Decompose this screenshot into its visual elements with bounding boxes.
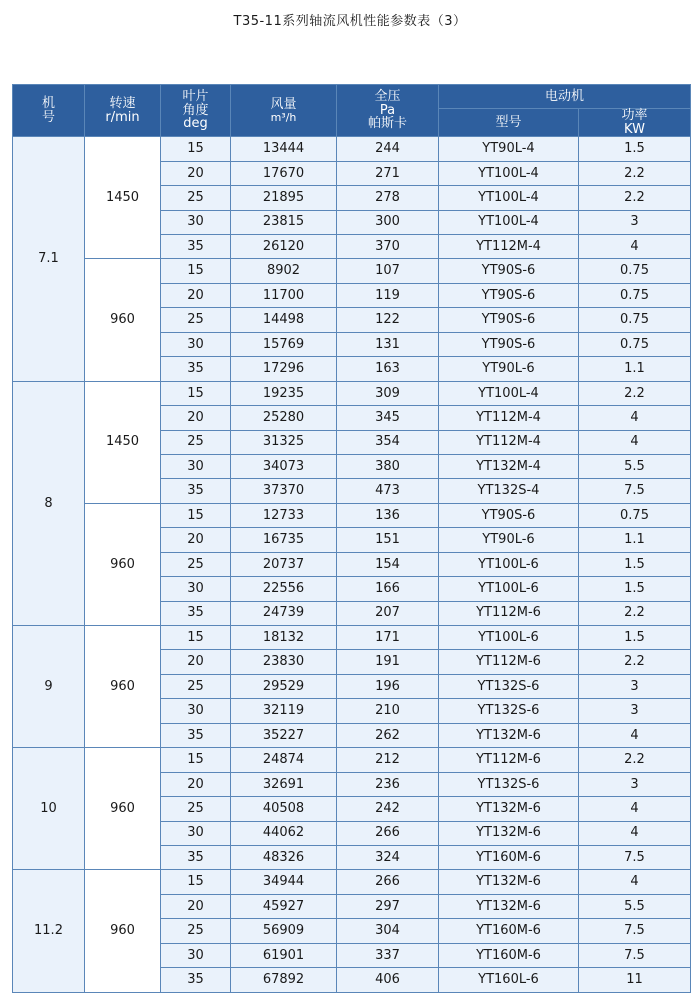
table-row bbox=[13, 381, 691, 405]
airflow-cell: 56909 bbox=[231, 919, 337, 943]
pressure-cell: 337 bbox=[337, 943, 439, 967]
blade-angle-cell: 15 bbox=[161, 626, 231, 650]
machine-no-cell: 8 bbox=[13, 381, 85, 625]
pressure-cell: 191 bbox=[337, 650, 439, 674]
airflow-cell: 67892 bbox=[231, 968, 337, 992]
header-pressure-label: 全压 bbox=[374, 89, 401, 105]
header-blade-angle-unit: deg bbox=[183, 116, 208, 132]
pressure-cell: 151 bbox=[337, 528, 439, 552]
motor-power-cell: 0.75 bbox=[579, 332, 691, 356]
motor-power-cell: 2.2 bbox=[579, 601, 691, 625]
header-airflow-unit: m³/h bbox=[270, 110, 297, 124]
motor-model-cell: YT100L-4 bbox=[439, 186, 579, 210]
motor-model-cell: YT132M-4 bbox=[439, 454, 579, 478]
airflow-cell: 32119 bbox=[231, 699, 337, 723]
airflow-cell: 19235 bbox=[231, 381, 337, 405]
blade-angle-cell: 25 bbox=[161, 919, 231, 943]
motor-model-cell: YT90S-6 bbox=[439, 283, 579, 307]
motor-power-cell: 4 bbox=[579, 235, 691, 259]
blade-angle-cell: 30 bbox=[161, 332, 231, 356]
motor-model-cell: YT132S-4 bbox=[439, 479, 579, 503]
pressure-cell: 309 bbox=[337, 381, 439, 405]
motor-model-cell: YT90L-4 bbox=[439, 137, 579, 161]
pressure-cell: 163 bbox=[337, 357, 439, 381]
table-row bbox=[13, 748, 691, 772]
header-motor: 电动机 bbox=[439, 85, 691, 109]
speed-cell: 1450 bbox=[85, 137, 161, 259]
header-model: 型号 bbox=[439, 109, 579, 137]
blade-angle-cell: 30 bbox=[161, 943, 231, 967]
pressure-cell: 262 bbox=[337, 723, 439, 747]
pressure-cell: 473 bbox=[337, 479, 439, 503]
airflow-cell: 40508 bbox=[231, 797, 337, 821]
speed-cell: 960 bbox=[85, 259, 161, 381]
motor-power-cell: 4 bbox=[579, 821, 691, 845]
pressure-cell: 300 bbox=[337, 210, 439, 234]
airflow-cell: 11700 bbox=[231, 283, 337, 307]
speed-cell: 960 bbox=[85, 503, 161, 625]
header-speed-label: 转速 bbox=[109, 96, 136, 111]
blade-angle-cell: 25 bbox=[161, 186, 231, 210]
airflow-cell: 21895 bbox=[231, 186, 337, 210]
motor-power-cell: 1.1 bbox=[579, 528, 691, 552]
blade-angle-cell: 35 bbox=[161, 968, 231, 992]
blade-angle-cell: 20 bbox=[161, 894, 231, 918]
table-row bbox=[13, 503, 691, 527]
machine-no-cell: 7.1 bbox=[13, 137, 85, 381]
motor-model-cell: YT100L-6 bbox=[439, 577, 579, 601]
blade-angle-cell: 25 bbox=[161, 308, 231, 332]
blade-angle-cell: 35 bbox=[161, 357, 231, 381]
pressure-cell: 406 bbox=[337, 968, 439, 992]
header-blade-angle bbox=[161, 85, 231, 137]
blade-angle-cell: 25 bbox=[161, 430, 231, 454]
airflow-cell: 29529 bbox=[231, 674, 337, 698]
blade-angle-cell: 20 bbox=[161, 161, 231, 185]
table-header bbox=[13, 85, 691, 137]
blade-angle-cell: 30 bbox=[161, 577, 231, 601]
airflow-cell: 16735 bbox=[231, 528, 337, 552]
motor-model-cell: YT90S-6 bbox=[439, 308, 579, 332]
airflow-cell: 37370 bbox=[231, 479, 337, 503]
motor-model-cell: YT90S-6 bbox=[439, 503, 579, 527]
speed-cell: 1450 bbox=[85, 381, 161, 503]
motor-model-cell: YT100L-4 bbox=[439, 161, 579, 185]
speed-cell: 960 bbox=[85, 748, 161, 870]
machine-no-cell: 10 bbox=[13, 748, 85, 870]
blade-angle-cell: 20 bbox=[161, 406, 231, 430]
motor-power-cell: 4 bbox=[579, 870, 691, 894]
pressure-cell: 297 bbox=[337, 894, 439, 918]
motor-power-cell: 0.75 bbox=[579, 503, 691, 527]
blade-angle-cell: 30 bbox=[161, 821, 231, 845]
motor-power-cell: 2.2 bbox=[579, 161, 691, 185]
motor-power-cell: 4 bbox=[579, 723, 691, 747]
blade-angle-cell: 25 bbox=[161, 797, 231, 821]
page-title: T35-11系列轴流风机性能参数表（3） bbox=[233, 14, 467, 29]
motor-model-cell: YT160M-6 bbox=[439, 845, 579, 869]
motor-power-cell: 3 bbox=[579, 210, 691, 234]
pressure-cell: 236 bbox=[337, 772, 439, 796]
airflow-cell: 61901 bbox=[231, 943, 337, 967]
airflow-cell: 18132 bbox=[231, 626, 337, 650]
blade-angle-cell: 20 bbox=[161, 283, 231, 307]
speed-cell: 960 bbox=[85, 626, 161, 748]
table-row bbox=[13, 626, 691, 650]
motor-model-cell: YT160L-6 bbox=[439, 968, 579, 992]
table-row bbox=[13, 870, 691, 894]
airflow-cell: 48326 bbox=[231, 845, 337, 869]
pressure-cell: 244 bbox=[337, 137, 439, 161]
motor-model-cell: YT100L-6 bbox=[439, 626, 579, 650]
airflow-cell: 22556 bbox=[231, 577, 337, 601]
airflow-cell: 31325 bbox=[231, 430, 337, 454]
motor-power-cell: 4 bbox=[579, 430, 691, 454]
header-blade-angle-label: 叶片角度 bbox=[182, 89, 209, 118]
header-machine-no-label: 机号 bbox=[42, 96, 56, 125]
blade-angle-cell: 30 bbox=[161, 210, 231, 234]
pressure-cell: 370 bbox=[337, 235, 439, 259]
blade-angle-cell: 25 bbox=[161, 552, 231, 576]
motor-power-cell: 1.5 bbox=[579, 577, 691, 601]
airflow-cell: 32691 bbox=[231, 772, 337, 796]
motor-power-cell: 1.5 bbox=[579, 626, 691, 650]
motor-power-cell: 11 bbox=[579, 968, 691, 992]
motor-power-cell: 0.75 bbox=[579, 259, 691, 283]
blade-angle-cell: 30 bbox=[161, 454, 231, 478]
airflow-cell: 34944 bbox=[231, 870, 337, 894]
motor-power-cell: 7.5 bbox=[579, 919, 691, 943]
header-pressure-cn: 帕斯卡 bbox=[367, 116, 407, 132]
pressure-cell: 122 bbox=[337, 308, 439, 332]
blade-angle-cell: 15 bbox=[161, 748, 231, 772]
header-airflow bbox=[231, 85, 337, 137]
pressure-cell: 266 bbox=[337, 821, 439, 845]
table-body bbox=[13, 137, 691, 992]
motor-model-cell: YT100L-6 bbox=[439, 552, 579, 576]
airflow-cell: 44062 bbox=[231, 821, 337, 845]
motor-power-cell: 2.2 bbox=[579, 650, 691, 674]
pressure-cell: 107 bbox=[337, 259, 439, 283]
blade-angle-cell: 35 bbox=[161, 723, 231, 747]
airflow-cell: 24739 bbox=[231, 601, 337, 625]
blade-angle-cell: 15 bbox=[161, 381, 231, 405]
airflow-cell: 12733 bbox=[231, 503, 337, 527]
motor-model-cell: YT90S-6 bbox=[439, 332, 579, 356]
motor-model-cell: YT132M-6 bbox=[439, 797, 579, 821]
header-machine-no bbox=[13, 85, 85, 137]
table-row bbox=[13, 259, 691, 283]
airflow-cell: 26120 bbox=[231, 235, 337, 259]
pressure-cell: 207 bbox=[337, 601, 439, 625]
table-row bbox=[13, 137, 691, 161]
pressure-cell: 380 bbox=[337, 454, 439, 478]
header-power-label: 功率 bbox=[621, 108, 648, 123]
pressure-cell: 119 bbox=[337, 283, 439, 307]
motor-model-cell: YT132S-6 bbox=[439, 772, 579, 796]
motor-model-cell: YT90S-6 bbox=[439, 259, 579, 283]
pressure-cell: 136 bbox=[337, 503, 439, 527]
pressure-cell: 210 bbox=[337, 699, 439, 723]
motor-model-cell: YT112M-4 bbox=[439, 235, 579, 259]
motor-power-cell: 2.2 bbox=[579, 186, 691, 210]
motor-power-cell: 7.5 bbox=[579, 943, 691, 967]
motor-power-cell: 1.5 bbox=[579, 552, 691, 576]
pressure-cell: 166 bbox=[337, 577, 439, 601]
blade-angle-cell: 30 bbox=[161, 699, 231, 723]
motor-model-cell: YT112M-4 bbox=[439, 406, 579, 430]
motor-power-cell: 3 bbox=[579, 772, 691, 796]
airflow-cell: 35227 bbox=[231, 723, 337, 747]
header-power bbox=[579, 109, 691, 137]
motor-model-cell: YT160M-6 bbox=[439, 943, 579, 967]
blade-angle-cell: 35 bbox=[161, 601, 231, 625]
header-pressure-unit: Pa bbox=[379, 102, 396, 118]
motor-power-cell: 5.5 bbox=[579, 454, 691, 478]
airflow-cell: 14498 bbox=[231, 308, 337, 332]
blade-angle-cell: 35 bbox=[161, 479, 231, 503]
airflow-cell: 23815 bbox=[231, 210, 337, 234]
header-power-unit: KW bbox=[624, 121, 645, 137]
blade-angle-cell: 15 bbox=[161, 870, 231, 894]
pressure-cell: 154 bbox=[337, 552, 439, 576]
motor-model-cell: YT112M-6 bbox=[439, 601, 579, 625]
blade-angle-cell: 15 bbox=[161, 259, 231, 283]
airflow-cell: 20737 bbox=[231, 552, 337, 576]
machine-no-cell: 9 bbox=[13, 626, 85, 748]
motor-power-cell: 3 bbox=[579, 674, 691, 698]
motor-power-cell: 4 bbox=[579, 406, 691, 430]
header-speed bbox=[85, 85, 161, 137]
airflow-cell: 17296 bbox=[231, 357, 337, 381]
motor-power-cell: 0.75 bbox=[579, 308, 691, 332]
airflow-cell: 23830 bbox=[231, 650, 337, 674]
airflow-cell: 8902 bbox=[231, 259, 337, 283]
motor-power-cell: 0.75 bbox=[579, 283, 691, 307]
motor-model-cell: YT112M-6 bbox=[439, 748, 579, 772]
pressure-cell: 266 bbox=[337, 870, 439, 894]
airflow-cell: 15769 bbox=[231, 332, 337, 356]
pressure-cell: 304 bbox=[337, 919, 439, 943]
motor-power-cell: 1.1 bbox=[579, 357, 691, 381]
pressure-cell: 242 bbox=[337, 797, 439, 821]
airflow-cell: 34073 bbox=[231, 454, 337, 478]
motor-model-cell: YT112M-6 bbox=[439, 650, 579, 674]
pressure-cell: 171 bbox=[337, 626, 439, 650]
pressure-cell: 196 bbox=[337, 674, 439, 698]
motor-power-cell: 1.5 bbox=[579, 137, 691, 161]
airflow-cell: 25280 bbox=[231, 406, 337, 430]
motor-model-cell: YT132M-6 bbox=[439, 870, 579, 894]
blade-angle-cell: 20 bbox=[161, 528, 231, 552]
motor-power-cell: 2.2 bbox=[579, 381, 691, 405]
airflow-cell: 17670 bbox=[231, 161, 337, 185]
speed-cell: 960 bbox=[85, 870, 161, 992]
airflow-cell: 45927 bbox=[231, 894, 337, 918]
motor-model-cell: YT132S-6 bbox=[439, 699, 579, 723]
motor-model-cell: YT112M-4 bbox=[439, 430, 579, 454]
motor-model-cell: YT132M-6 bbox=[439, 821, 579, 845]
pressure-cell: 278 bbox=[337, 186, 439, 210]
machine-no-cell: 11.2 bbox=[13, 870, 85, 992]
motor-power-cell: 4 bbox=[579, 797, 691, 821]
pressure-cell: 354 bbox=[337, 430, 439, 454]
motor-power-cell: 5.5 bbox=[579, 894, 691, 918]
airflow-cell: 13444 bbox=[231, 137, 337, 161]
motor-model-cell: YT160M-6 bbox=[439, 919, 579, 943]
pressure-cell: 324 bbox=[337, 845, 439, 869]
blade-angle-cell: 15 bbox=[161, 503, 231, 527]
blade-angle-cell: 20 bbox=[161, 772, 231, 796]
motor-model-cell: YT132S-6 bbox=[439, 674, 579, 698]
pressure-cell: 345 bbox=[337, 406, 439, 430]
motor-power-cell: 7.5 bbox=[579, 845, 691, 869]
motor-model-cell: YT90L-6 bbox=[439, 528, 579, 552]
header-airflow-label: 风量 bbox=[270, 97, 297, 113]
motor-model-cell: YT100L-4 bbox=[439, 381, 579, 405]
motor-model-cell: YT100L-4 bbox=[439, 210, 579, 234]
pressure-cell: 271 bbox=[337, 161, 439, 185]
fan-performance-table bbox=[12, 84, 691, 993]
header-speed-unit: r/min bbox=[105, 109, 140, 125]
header-pressure bbox=[337, 85, 439, 137]
motor-model-cell: YT132M-6 bbox=[439, 894, 579, 918]
blade-angle-cell: 35 bbox=[161, 845, 231, 869]
pressure-cell: 212 bbox=[337, 748, 439, 772]
motor-power-cell: 7.5 bbox=[579, 479, 691, 503]
airflow-cell: 24874 bbox=[231, 748, 337, 772]
motor-model-cell: YT90L-6 bbox=[439, 357, 579, 381]
motor-model-cell: YT132M-6 bbox=[439, 723, 579, 747]
pressure-cell: 131 bbox=[337, 332, 439, 356]
blade-angle-cell: 20 bbox=[161, 650, 231, 674]
motor-power-cell: 2.2 bbox=[579, 748, 691, 772]
motor-power-cell: 3 bbox=[579, 699, 691, 723]
blade-angle-cell: 25 bbox=[161, 674, 231, 698]
blade-angle-cell: 15 bbox=[161, 137, 231, 161]
blade-angle-cell: 35 bbox=[161, 235, 231, 259]
